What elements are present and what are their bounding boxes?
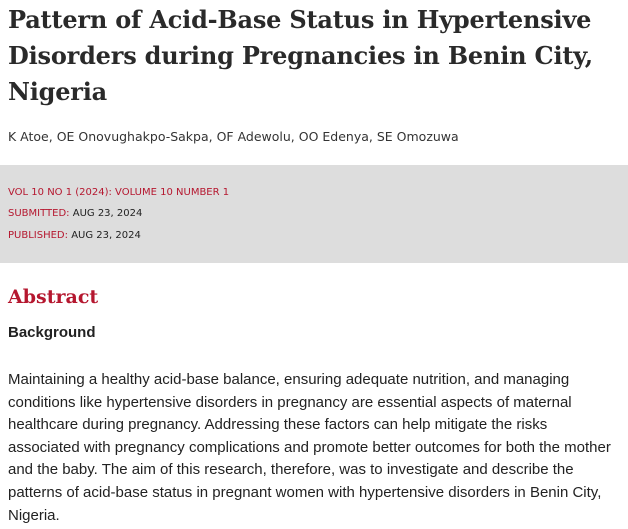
abstract-heading: Abstract [8,286,99,308]
article-authors: K Atoe, OE Onovughakpo-Sakpa, OF Adewolu, OO Edenya, SE Omozuwa [8,129,459,144]
submitted-date [8,207,142,221]
published-date [8,229,141,243]
background-heading: Background [8,324,96,341]
published-value: AUG 23, 2024 [71,230,141,241]
article-meta-box [0,165,628,263]
published-label: PUBLISHED: [8,230,68,241]
issue-link[interactable]: VOL 10 NO 1 (2024): VOLUME 10 NUMBER 1 [8,187,230,198]
article-title: Pattern of Acid-Base Status in Hypertensive Disorders during Pregnancies in Benin City, Nigeria [8,5,593,106]
submitted-value: AUG 23, 2024 [72,208,143,219]
submitted-label: SUBMITTED: [8,208,70,219]
abstract-background-text: Maintaining a healthy acid-base balance, ensuring adequate nutrition, and managing conditions like hypertensive disorders in pregnancy are essential aspects of maternal healthcare during pregnancy. Addressing these factors can help mitigate the risks associated with pregnancy complications and promote better outcomes for both the mother and the baby. The aim of this research, therefore, was to investigate and describe the patterns of acid-base status in pregnant women with hypertensive disorders in Benin City, Nigeria. [8,371,611,524]
